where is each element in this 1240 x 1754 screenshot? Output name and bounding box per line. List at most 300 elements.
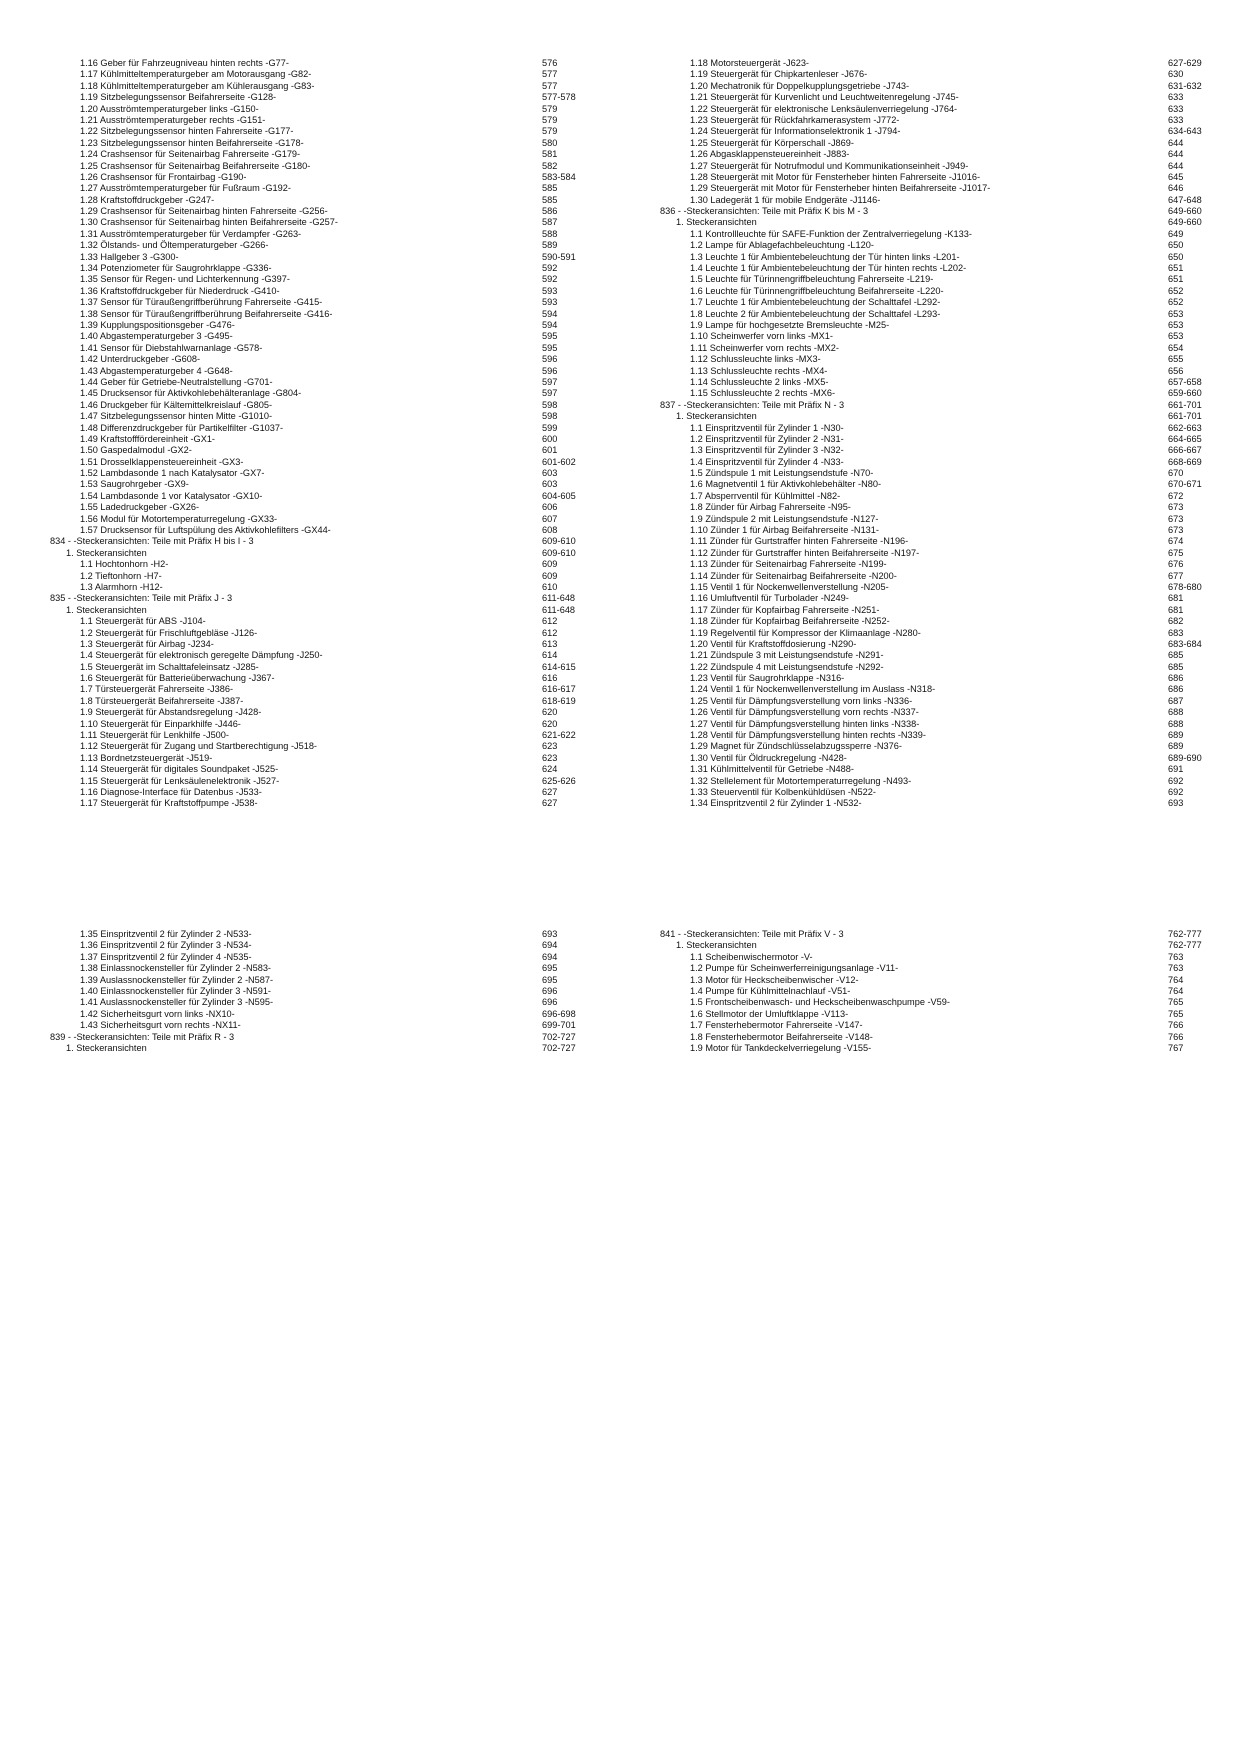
entry-label: 1.1 Einspritzventil für Zylinder 1 -N30- [690, 422, 844, 433]
index-entry [50, 126, 610, 137]
entry-page-range: 692 [1168, 775, 1184, 786]
index-entry [660, 422, 1202, 434]
entry-label: 1.27 Ventil für Dämpfungsverstellung hinten links -N338- [690, 718, 920, 729]
entry-page-range: 594 [542, 319, 558, 330]
entry-label: 1.15 Steuergerät für Lenksäulenelektronik -J527- [80, 775, 280, 786]
entry-page-range: 583-584 [542, 171, 576, 182]
entry-label: 1.29 Magnet für Zündschlüsselabzugssperre -N376- [690, 741, 902, 752]
entry-page-range: 696-698 [542, 1008, 576, 1019]
entry-page-range: 589 [542, 240, 558, 251]
index-entry [660, 559, 1190, 570]
index-entry [660, 650, 1190, 661]
index-entry [50, 929, 610, 940]
entry-page-range: 683 [1168, 627, 1184, 638]
index-entry [50, 240, 610, 251]
index-entry [660, 92, 1190, 103]
entry-label: 837 - -Steckeransichten: Teile mit Präfix N - 3 [660, 399, 845, 410]
index-entry [660, 798, 1190, 809]
entry-page-range: 686 [1168, 684, 1184, 695]
entry-label: 1.27 Ausströmtemperaturgeber für Fußraum -G192- [80, 183, 291, 194]
index-entry [660, 468, 1190, 479]
index-entry [50, 639, 610, 650]
index-entry [50, 423, 610, 434]
index-entry [50, 172, 610, 183]
index-entry [50, 787, 610, 798]
entry-page-range: 611-648 [542, 593, 576, 604]
index-entry [660, 161, 1190, 172]
index-entry [660, 274, 1190, 285]
entry-page-range: 610 [542, 581, 558, 592]
entry-label: 1.13 Schlussleuchte rechts -MX4- [690, 365, 828, 376]
entry-page-range: 695 [542, 974, 558, 985]
entry-page-range: 650 [1168, 240, 1184, 251]
entry-label: 1.17 Zünder für Kopfairbag Fahrerseite -N251- [690, 604, 880, 615]
section-heading [660, 940, 1202, 951]
entry-page-range: 694 [542, 940, 558, 951]
entry-label: 1.9 Zündspule 2 mit Leistungsendstufe -N127- [690, 513, 879, 524]
index-entry [660, 240, 1190, 251]
index-entry [660, 263, 1190, 274]
index-entry [50, 696, 610, 707]
index-entry [50, 468, 610, 479]
index-entry [660, 571, 1190, 582]
index-entry [660, 252, 1190, 263]
index-entry [50, 707, 610, 718]
entry-page-range: 674 [1168, 536, 1184, 547]
index-entry [660, 752, 1202, 764]
index-entry [660, 58, 1202, 69]
entry-page-range: 650 [1168, 251, 1184, 262]
entry-label: 1.18 Motorsteuergerät -J623- [690, 58, 809, 68]
entry-page-range: 601-602 [542, 456, 576, 467]
entry-label: 1.10 Scheinwerfer vorn links -MX1- [690, 331, 833, 342]
entry-page-range: 609-610 [542, 536, 576, 547]
entry-label: 1.20 Ausströmtemperaturgeber links -G150- [80, 103, 259, 114]
entry-label: 1.39 Auslassnockensteller für Zylinder 2 -N587- [80, 974, 274, 985]
entry-label: 1.43 Sicherheitsgurt vorn rechts -NX11- [80, 1020, 241, 1031]
entry-page-range: 593 [542, 297, 558, 308]
entry-page-range: 647-648 [1168, 194, 1202, 205]
entry-label: 1.1 Kontrollleuchte für SAFE-Funktion der Zentralverriegelung -K133- [690, 228, 972, 239]
entry-label: 1.3 Einspritzventil für Zylinder 3 -N32- [690, 445, 844, 456]
index-entry [50, 263, 610, 274]
entry-label: 1.21 Ausströmtemperaturgeber rechts -G151- [80, 114, 266, 125]
entry-label: 1.22 Sitzbelegungssensor hinten Fahrerseite -G177- [80, 126, 294, 137]
entry-label: 1.7 Türsteuergerät Fahrerseite -J386- [80, 684, 234, 695]
entry-label: 1.19 Regelventil für Kompressor der Klimaanlage -N280- [690, 627, 921, 638]
index-entry [660, 730, 1190, 741]
entry-label: 1.25 Ventil für Dämpfungsverstellung vorn links -N336- [690, 695, 913, 706]
entry-page-range: 699-701 [542, 1020, 576, 1031]
entry-page-range: 598 [542, 411, 558, 422]
entry-label: 1.23 Sitzbelegungssensor hinten Beifahrerseite -G178- [80, 137, 304, 148]
entry-page-range: 595 [542, 331, 558, 342]
entry-page-range: 606 [542, 502, 558, 513]
entry-page-range: 654 [1168, 342, 1184, 353]
entry-label: 1.7 Absperrventil für Kühlmittel -N82- [690, 490, 841, 501]
entry-page-range: 670 [1168, 468, 1184, 479]
index-entry [660, 525, 1190, 536]
index-entry [50, 309, 610, 320]
entry-page-range: 590-591 [542, 251, 576, 262]
entry-label: 1.30 Crashsensor für Seitenairbag hinten Beifahrerseite -G257- [80, 217, 338, 228]
index-entry [50, 115, 610, 126]
entry-label: 1.28 Steuergerät mit Motor für Fensterheber hinten Fahrerseite -J1016- [690, 171, 981, 182]
entry-page-range: 579 [542, 103, 558, 114]
entry-label: 835 - -Steckeransichten: Teile mit Präfix J - 3 [50, 593, 233, 604]
entry-page-range: 685 [1168, 650, 1184, 661]
entry-page-range: 577-578 [542, 92, 576, 103]
entry-label: 1.6 Magnetventil 1 für Aktivkohlebehälter -N80- [690, 479, 881, 490]
entry-label: 1.24 Steuergerät für Informationselektronik 1 -J794- [690, 126, 901, 137]
entry-label: 1.46 Druckgeber für Kältemittelkreislauf -G805- [80, 399, 272, 410]
index-entry [50, 320, 610, 331]
index-entry [660, 1020, 1190, 1031]
entry-label: 841 - -Steckeransichten: Teile mit Präfix V - 3 [660, 929, 844, 939]
entry-page-range: 609 [542, 559, 558, 570]
entry-label: 1.20 Ventil für Kraftstoffdosierung -N290- [690, 638, 857, 649]
entry-page-range: 668-669 [1168, 456, 1202, 467]
entry-label: 1.23 Ventil für Saugrohrklappe -N316- [690, 673, 845, 684]
index-entry [50, 297, 610, 308]
entry-page-range: 651 [1168, 274, 1184, 285]
index-entry [50, 684, 610, 695]
entry-page-range: 649-660 [1168, 206, 1202, 217]
entry-label: 1.37 Sensor für Türaußengriffberührung Fahrerseite -G415- [80, 297, 323, 308]
entry-label: 1.19 Steuergerät für Chipkartenleser -J676- [690, 69, 868, 80]
index-entry [660, 80, 1202, 92]
entry-label: 1.26 Ventil für Dämpfungsverstellung vorn rechts -N337- [690, 707, 919, 718]
entry-page-range: 592 [542, 274, 558, 285]
entry-page-range: 613 [542, 638, 558, 649]
entry-page-range: 631-632 [1168, 80, 1202, 91]
entry-page-range: 644 [1168, 137, 1184, 148]
index-entry [50, 195, 610, 206]
entry-page-range: 597 [542, 388, 558, 399]
entry-page-range: 649-660 [1168, 217, 1202, 228]
entry-page-range: 655 [1168, 354, 1184, 365]
entry-label: 839 - -Steckeransichten: Teile mit Präfix R - 3 [50, 1031, 235, 1042]
entry-page-range: 627 [542, 787, 558, 797]
index-entry [660, 1009, 1190, 1020]
entry-label: 1.33 Hallgeber 3 -G300- [80, 251, 179, 262]
index-entry [50, 217, 610, 228]
entry-label: 1.42 Unterdruckgeber -G608- [80, 354, 201, 365]
entry-label: 1.13 Zünder für Seitenairbag Fahrerseite -N199- [690, 559, 887, 570]
entry-page-range: 596 [542, 354, 558, 365]
index-entry [660, 172, 1190, 183]
index-entry [660, 514, 1190, 525]
entry-label: 1.33 Steuerventil für Kolbenkühldüsen -N522- [690, 787, 876, 797]
entry-label: 1.30 Ladegerät 1 für mobile Endgeräte -J1146- [690, 194, 881, 205]
entry-page-range: 588 [542, 228, 558, 239]
entry-label: 1.22 Steuergerät für elektronische Lenksäulenverriegelung -J764- [690, 103, 958, 114]
entry-page-range: 601 [542, 445, 558, 456]
index-entry [660, 662, 1190, 673]
index-entry [50, 343, 610, 354]
index-entry [50, 479, 610, 490]
entry-label: 1.9 Motor für Tankdeckelverriegelung -V155- [690, 1042, 872, 1053]
entry-page-range: 652 [1168, 285, 1184, 296]
chapter-heading [50, 536, 610, 547]
entry-label: 1.11 Scheinwerfer vorn rechts -MX2- [690, 342, 839, 353]
entry-label: 1.35 Sensor für Regen- und Lichterkennung -G397- [80, 274, 290, 285]
index-entry [660, 309, 1190, 320]
entry-page-range: 685 [1168, 661, 1184, 672]
entry-page-range: 612 [542, 627, 558, 638]
index-entry [50, 92, 610, 103]
entry-page-range: 585 [542, 194, 558, 205]
index-entry [660, 581, 1202, 593]
entry-page-range: 764 [1168, 985, 1184, 996]
entry-page-range: 614 [542, 650, 558, 661]
entry-page-range: 681 [1168, 593, 1184, 604]
entry-label: 1.5 Steuergerät im Schalttafeleinsatz -J285- [80, 661, 259, 672]
entry-label: 1.32 Stellelement für Motortemperaturregelung -N493- [690, 775, 912, 786]
entry-label: 1.30 Ventil für Öldruckregelung -N428- [690, 752, 847, 763]
index-entry [660, 297, 1190, 308]
entry-label: 1.40 Abgastemperaturgeber 3 -G495- [80, 331, 233, 342]
entry-label: 1. Steckeransichten [676, 940, 757, 951]
index-entry [660, 138, 1190, 149]
entry-page-range: 687 [1168, 695, 1184, 706]
entry-label: 1.29 Steuergerät mit Motor für Fensterheber hinten Beifahrerseite -J1017- [690, 183, 991, 194]
entry-label: 1.10 Steuergerät für Einparkhilfe -J446- [80, 718, 241, 729]
entry-label: 1.5 Zündspule 1 mit Leistungsendstufe -N70- [690, 468, 874, 479]
entry-label: 1.55 Ladedruckgeber -GX26- [80, 502, 200, 513]
entry-page-range: 633 [1168, 114, 1184, 125]
entry-page-range: 616-617 [542, 684, 576, 695]
entry-label: 1.41 Sensor für Diebstahlwarnanlage -G578- [80, 342, 263, 353]
entry-page-range: 692 [1168, 787, 1184, 797]
entry-page-range: 618-619 [542, 695, 576, 706]
entry-label: 1.21 Zündspule 3 mit Leistungsendstufe -N291- [690, 650, 884, 661]
entry-page-range: 670-671 [1168, 479, 1202, 490]
entry-page-range: 627-629 [1168, 58, 1202, 68]
entry-label: 1.9 Lampe für hochgesetzte Bremsleuchte -M25- [690, 319, 890, 330]
entry-label: 1.36 Einspritzventil 2 für Zylinder 3 -N534- [80, 940, 252, 951]
index-entry [50, 331, 610, 342]
index-entry [50, 286, 610, 297]
index-entry [660, 997, 1190, 1008]
index-entry [50, 952, 610, 963]
entry-page-range: 672 [1168, 490, 1184, 501]
section-heading [50, 1043, 610, 1054]
entry-page-range: 594 [542, 308, 558, 319]
index-entry [50, 986, 610, 997]
entry-label: 1. Steckeransichten [66, 604, 147, 615]
index-entry [50, 138, 610, 149]
entry-page-range: 693 [542, 929, 558, 939]
entry-label: 1.5 Leuchte für Türinnengriffbeleuchtung Fahrerseite -L219- [690, 274, 934, 285]
entry-page-range: 609 [542, 570, 558, 581]
index-entry [50, 753, 610, 764]
entry-page-range: 763 [1168, 963, 1184, 974]
entry-label: 1.41 Auslassnockensteller für Zylinder 3 -N595- [80, 997, 274, 1008]
entry-page-range: 666-667 [1168, 445, 1202, 456]
index-column-top-right [660, 58, 1202, 810]
entry-label: 1.16 Diagnose-Interface für Datenbus -J533- [80, 787, 262, 797]
index-entry [660, 126, 1202, 137]
entry-label: 1.1 Scheibenwischermotor -V- [690, 951, 813, 962]
entry-page-range: 653 [1168, 331, 1184, 342]
entry-label: 1.31 Ausströmtemperaturgeber für Verdampfer -G263- [80, 228, 302, 239]
index-entry [660, 787, 1190, 798]
index-entry [660, 366, 1190, 377]
index-entry [660, 605, 1190, 616]
entry-page-range: 623 [542, 752, 558, 763]
index-entry [660, 388, 1202, 399]
entry-label: 1.8 Türsteuergerät Beifahrerseite -J387- [80, 695, 244, 706]
entry-page-range: 611-648 [542, 604, 576, 615]
entry-page-range: 633 [1168, 92, 1184, 103]
index-entry [660, 320, 1190, 331]
entry-label: 1.9 Steuergerät für Abstandsregelung -J428- [80, 707, 262, 718]
entry-page-range: 763 [1168, 951, 1184, 962]
entry-page-range: 675 [1168, 547, 1184, 558]
entry-label: 1.18 Kühlmitteltemperaturgeber am Kühlerausgang -G83- [80, 80, 315, 91]
entry-label: 1.6 Leuchte für Türinnengriffbeleuchtung Beifahrerseite -L220- [690, 285, 944, 296]
entry-label: 1.28 Ventil für Dämpfungsverstellung hinten rechts -N339- [690, 730, 926, 741]
entry-page-range: 653 [1168, 319, 1184, 330]
entry-label: 1.12 Zünder für Gurtstraffer hinten Beifahrerseite -N197- [690, 547, 920, 558]
index-entry [50, 229, 610, 240]
entry-label: 1.34 Einspritzventil 2 für Zylinder 1 -N532- [690, 798, 862, 809]
entry-page-range: 651 [1168, 263, 1184, 274]
index-entry [50, 673, 610, 684]
index-entry [660, 707, 1190, 718]
entry-label: 836 - -Steckeransichten: Teile mit Präfix K bis M - 3 [660, 206, 869, 217]
index-entry [50, 149, 610, 160]
index-entry [660, 456, 1202, 468]
entry-page-range: 686 [1168, 673, 1184, 684]
entry-label: 1.34 Potenziometer für Saugrohrklappe -G336- [80, 263, 272, 274]
index-entry [50, 366, 610, 377]
index-entry [660, 616, 1190, 627]
entry-label: 1.22 Zündspule 4 mit Leistungsendstufe -N292- [690, 661, 884, 672]
entry-page-range: 662-663 [1168, 422, 1202, 433]
entry-label: 1. Steckeransichten [676, 217, 757, 228]
entry-page-range: 702-727 [542, 1042, 576, 1053]
index-entry [50, 650, 610, 661]
entry-label: 1.8 Zünder für Airbag Fahrerseite -N95- [690, 502, 851, 513]
entry-page-range: 585 [542, 183, 558, 194]
entry-page-range: 609-610 [542, 547, 576, 558]
entry-label: 1.38 Sensor für Türaußengriffberührung Beifahrerseite -G416- [80, 308, 333, 319]
index-entry [660, 149, 1190, 160]
entry-page-range: 661-701 [1168, 411, 1202, 422]
entry-page-range: 593 [542, 285, 558, 296]
index-entry [660, 229, 1190, 240]
index-entry [50, 1009, 610, 1020]
index-entry [50, 502, 610, 513]
entry-page-range: 656 [1168, 365, 1184, 376]
index-entry [660, 376, 1202, 388]
index-entry [50, 997, 610, 1008]
index-entry [50, 1020, 610, 1031]
index-entry [660, 343, 1190, 354]
entry-label: 1.25 Steuergerät für Körperschall -J869- [690, 137, 854, 148]
entry-page-range: 595 [542, 342, 558, 353]
entry-page-range: 577 [542, 80, 558, 91]
entry-label: 1.28 Kraftstoffdruckgeber -G247- [80, 194, 215, 205]
entry-label: 1.54 Lambdasonde 1 vor Katalysator -GX10- [80, 490, 263, 501]
index-entry [660, 104, 1190, 115]
entry-label: 1.27 Steuergerät für Notrufmodul und Kommunikationseinheit -J949- [690, 160, 969, 171]
chapter-heading [660, 206, 1202, 217]
entry-page-range: 694 [542, 951, 558, 962]
entry-page-range: 612 [542, 616, 558, 627]
index-entry [50, 434, 610, 445]
entry-label: 1.10 Zünder 1 für Airbag Beifahrerseite -N131- [690, 525, 879, 536]
index-entry [50, 514, 610, 525]
index-column-top-left [50, 58, 610, 810]
index-entry [50, 411, 610, 422]
index-entry [50, 719, 610, 730]
index-entry [50, 776, 610, 787]
entry-label: 1.49 Kraftstofffördereinheit -GX1- [80, 433, 215, 444]
entry-page-range: 620 [542, 718, 558, 729]
entry-label: 1.26 Crashsensor für Frontairbag -G190- [80, 171, 247, 182]
entry-label: 1.13 Bordnetzsteuergerät -J519- [80, 752, 213, 763]
index-entry [50, 525, 610, 536]
index-entry [660, 986, 1190, 997]
entry-page-range: 683-684 [1168, 638, 1202, 649]
index-entry [50, 58, 610, 69]
index-entry [660, 719, 1190, 730]
entry-page-range: 577 [542, 69, 558, 80]
entry-label: 1.1 Hochtonhorn -H2- [80, 559, 169, 570]
index-entry [660, 445, 1202, 456]
entry-label: 1.57 Drucksensor für Luftspülung des Aktivkohlefilters -GX44- [80, 525, 331, 536]
entry-page-range: 625-626 [542, 775, 576, 786]
chapter-heading [660, 399, 1202, 411]
entry-label: 1.45 Drucksensor für Aktivkohlebehälteranlage -G804- [80, 388, 302, 399]
entry-page-range: 765 [1168, 997, 1184, 1008]
index-entry [660, 963, 1190, 974]
entry-page-range: 620 [542, 707, 558, 718]
entry-page-range: 604-605 [542, 490, 576, 501]
entry-label: 1.2 Lampe für Ablagefachbeleuchtung -L120- [690, 240, 874, 251]
index-entry [50, 764, 610, 775]
entry-page-range: 693 [1168, 798, 1184, 809]
index-entry [660, 331, 1190, 342]
entry-label: 1.17 Kühlmitteltemperaturgeber am Motorausgang -G82- [80, 69, 312, 80]
entry-label: 1.24 Crashsensor für Seitenairbag Fahrerseite -G179- [80, 149, 301, 160]
entry-page-range: 633 [1168, 103, 1184, 114]
entry-label: 1.48 Differenzdruckgeber für Partikelfilter -G1037- [80, 422, 284, 433]
entry-label: 1.29 Crashsensor für Seitenairbag hinten Fahrerseite -G256- [80, 206, 328, 217]
index-entry [660, 502, 1190, 513]
index-entry [50, 940, 610, 951]
index-entry [50, 104, 610, 115]
index-entry [660, 536, 1190, 547]
entry-label: 1.14 Schlussleuchte 2 links -MX5- [690, 376, 829, 387]
entry-label: 1.11 Zünder für Gurtstraffer hinten Fahrerseite -N196- [690, 536, 909, 547]
entry-page-range: 767 [1168, 1042, 1184, 1053]
chapter-heading [660, 929, 1202, 940]
entry-page-range: 689 [1168, 741, 1184, 752]
entry-page-range: 582 [542, 160, 558, 171]
entry-page-range: 596 [542, 365, 558, 376]
entry-page-range: 598 [542, 399, 558, 410]
entry-label: 1.43 Abgastemperaturgeber 4 -G648- [80, 365, 233, 376]
entry-label: 1.44 Geber für Getriebe-Neutralstellung -G701- [80, 376, 273, 387]
entry-page-range: 644 [1168, 149, 1184, 160]
entry-label: 1.24 Ventil 1 für Nockenwellenverstellung im Auslass -N318- [690, 684, 936, 695]
entry-page-range: 644 [1168, 160, 1184, 171]
entry-page-range: 652 [1168, 297, 1184, 308]
